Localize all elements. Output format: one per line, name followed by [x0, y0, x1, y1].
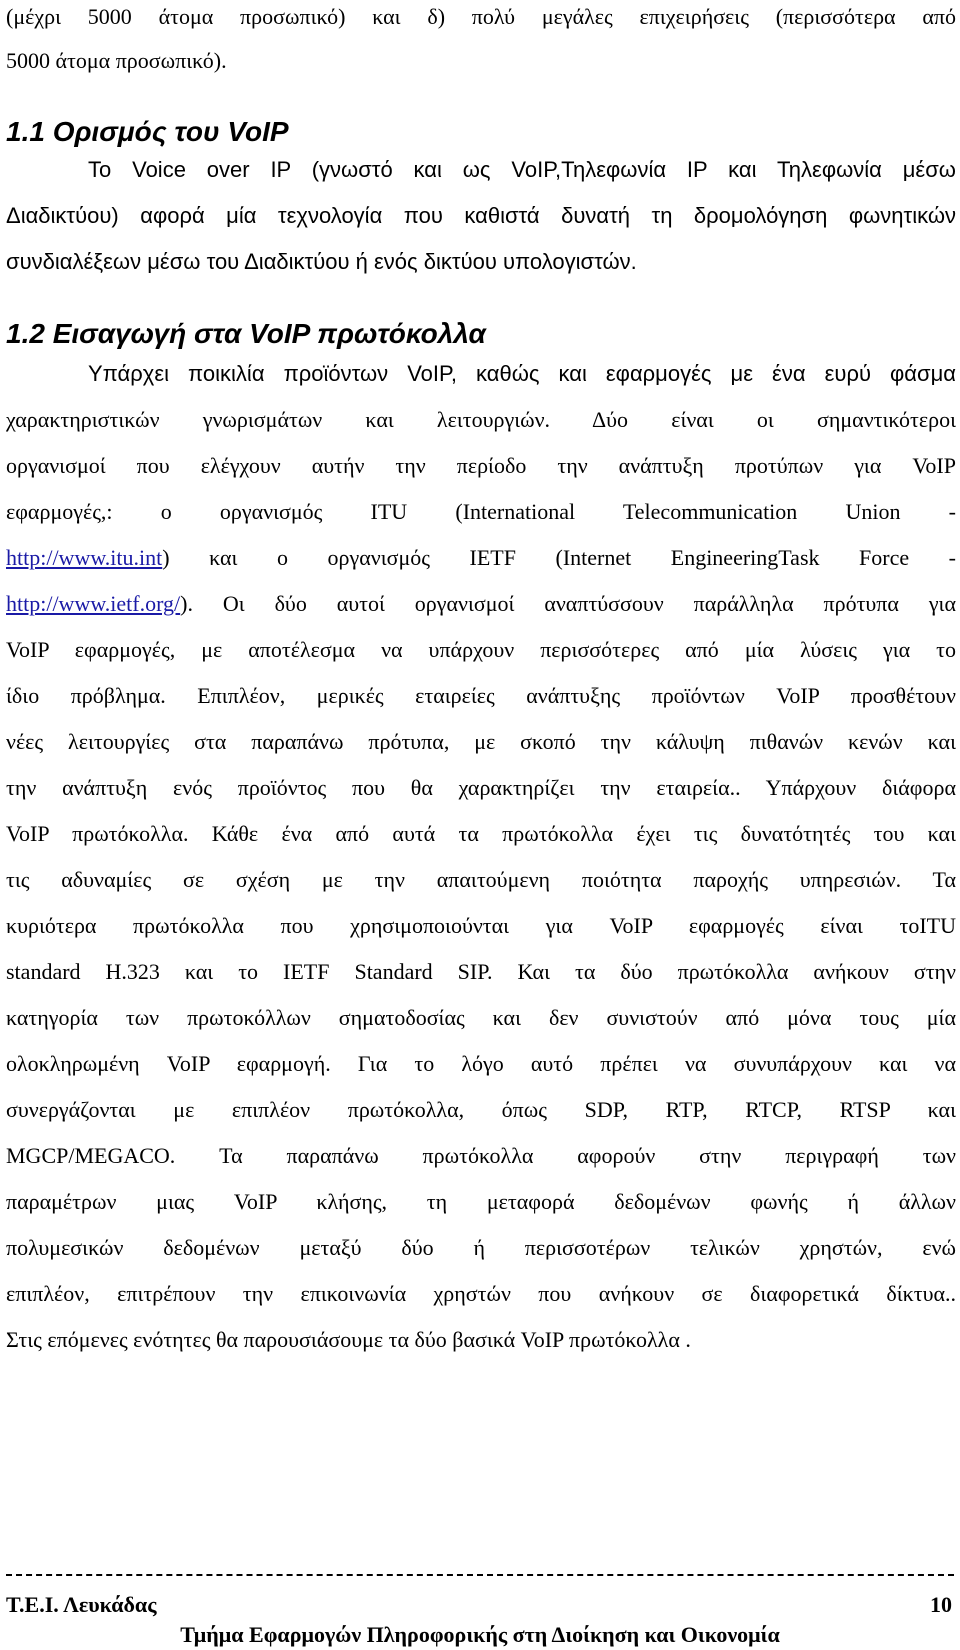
- itu-link[interactable]: http://www.itu.int: [6, 545, 163, 570]
- ietf-link[interactable]: http://www.ietf.org/: [6, 591, 181, 616]
- section-1-2-heading: 1.2 Εισαγωγή στα VoIP πρωτόκολλα: [6, 318, 486, 349]
- section-1-2-line-4: εφαρμογές,: ο οργανισμός ITU (International Telecommunication Union -: [6, 499, 956, 524]
- section-1-2-line-13: κυριότερα πρωτόκολλα που χρησιμοποιούνται για VoIP εφαρμογές είναι τοITU: [6, 913, 956, 938]
- footer-page-number: 10: [930, 1592, 952, 1617]
- section-1-2-line-16: ολοκληρωμένη VoIP εφαρμογή. Για το λόγο αυτό πρέπει να συνυπάρχουν και να: [6, 1051, 956, 1076]
- section-1-2-line-12: τις αδυναμίες σε σχέση με την απαιτούμενη ποιότητα παροχής υπηρεσιών. Τα: [6, 867, 956, 892]
- section-1-2-line-15: κατηγορία των πρωτοκόλλων σηματοδοσίας και δεν συνιστούν από μόνα τους μία: [6, 1005, 956, 1030]
- section-1-2-line-6-text: ). Οι δύο αυτοί οργανισμοί αναπτύσσουν παράλληλα πρότυπα για: [180, 591, 956, 616]
- section-1-2-line-19: παραμέτρων μιας VoIP κλήσης, τη μεταφορά δεδομένων φωνής ή άλλων: [6, 1189, 956, 1214]
- section-1-2-line-5-text: ) και ο οργανισμός IETF (Internet EngineeringTask Force -: [162, 545, 956, 570]
- section-1-2-line-6: [6, 591, 956, 617]
- section-1-2-line-22: Στις επόμενες ενότητες θα παρουσιάσουμε τα δύο βασικά VoIP πρωτόκολλα .: [6, 1327, 691, 1352]
- section-1-1-line-1: Το Voice over IP (γνωστό και ως VoIP,Τηλεφωνία IP και Τηλεφωνία μέσω: [88, 157, 956, 182]
- section-1-2-line-2: χαρακτηριστικών γνωρισμάτων και λειτουργιών. Δύο είναι οι σημαντικότεροι: [6, 407, 956, 432]
- section-1-2-line-21: επιπλέον, επιτρέπουν την επικοινωνία χρηστών που ανήκουν σε διαφορετικά δίκτυα..: [6, 1281, 956, 1306]
- section-1-2-line-3: οργανισμοί που ελέγχουν αυτήν την περίοδο την ανάπτυξη προτύπων για VoIP: [6, 453, 956, 478]
- section-1-2-line-9: νέες λειτουργίες στα παραπάνω πρότυπα, με σκοπό την κάλυψη πιθανών κενών και: [6, 729, 956, 754]
- section-1-2-line-5: [6, 545, 956, 571]
- section-1-2-line-20: πολυμεσικών δεδομένων μεταξύ δύο ή περισσοτέρων τελικών χρηστών, ενώ: [6, 1235, 956, 1260]
- section-1-2-line-11: VoIP πρωτόκολλα. Κάθε ένα από αυτά τα πρωτόκολλα έχει τις δυνατότητές του και: [6, 821, 956, 846]
- section-1-2-line-18: MGCP/MEGACO. Τα παραπάνω πρωτόκολλα αφορούν στην περιγραφή των: [6, 1143, 956, 1168]
- section-1-2-line-1: Υπάρχει ποικιλία προϊόντων VoIP, καθώς και εφαρμογές με ένα ευρύ φάσμα: [88, 361, 956, 386]
- section-1-2-line-14: standard H.323 και το IETF Standard SIP. Και τα δύο πρωτόκολλα ανήκουν στην: [6, 959, 956, 984]
- footer-department: Τμήμα Εφαρμογών Πληροφορικής στη Διοίκηση και Οικονομία: [180, 1622, 780, 1647]
- intro-line-1: (μέχρι 5000 άτομα προσωπικό) και δ) πολύ μεγάλες επιχειρήσεις (περισσότερα από: [6, 4, 956, 29]
- footer-divider: [6, 1574, 954, 1576]
- section-1-2-line-17: συνεργάζονται με επιπλέον πρωτόκολλα, όπως SDP, RTP, RTCP, RTSP και: [6, 1097, 956, 1122]
- section-1-2-line-8: ίδιο πρόβλημα. Επιπλέον, μερικές εταιρείες ανάπτυξης προϊόντων VoIP προσθέτουν: [6, 683, 956, 708]
- intro-line-2: 5000 άτομα προσωπικό).: [6, 48, 227, 73]
- section-1-1-heading: 1.1 Ορισμός του VoIP: [6, 116, 289, 147]
- section-1-2-line-10: την ανάπτυξη ενός προϊόντος που θα χαρακτηρίζει την εταιρεία.. Υπάρχουν διάφορα: [6, 775, 956, 800]
- section-1-1-line-3: συνδιαλέξεων μέσω του Διαδικτύου ή ενός δικτύου υπολογιστών.: [6, 249, 637, 274]
- section-1-2-line-7: VoIP εφαρμογές, με αποτέλεσμα να υπάρχουν περισσότερες από μία λύσεις για το: [6, 637, 956, 662]
- footer-institution: Τ.Ε.Ι. Λευκάδας: [6, 1592, 157, 1617]
- section-1-1-line-2: Διαδικτύου) αφορά μία τεχνολογία που καθιστά δυνατή τη δρομολόγηση φωνητικών: [6, 203, 956, 228]
